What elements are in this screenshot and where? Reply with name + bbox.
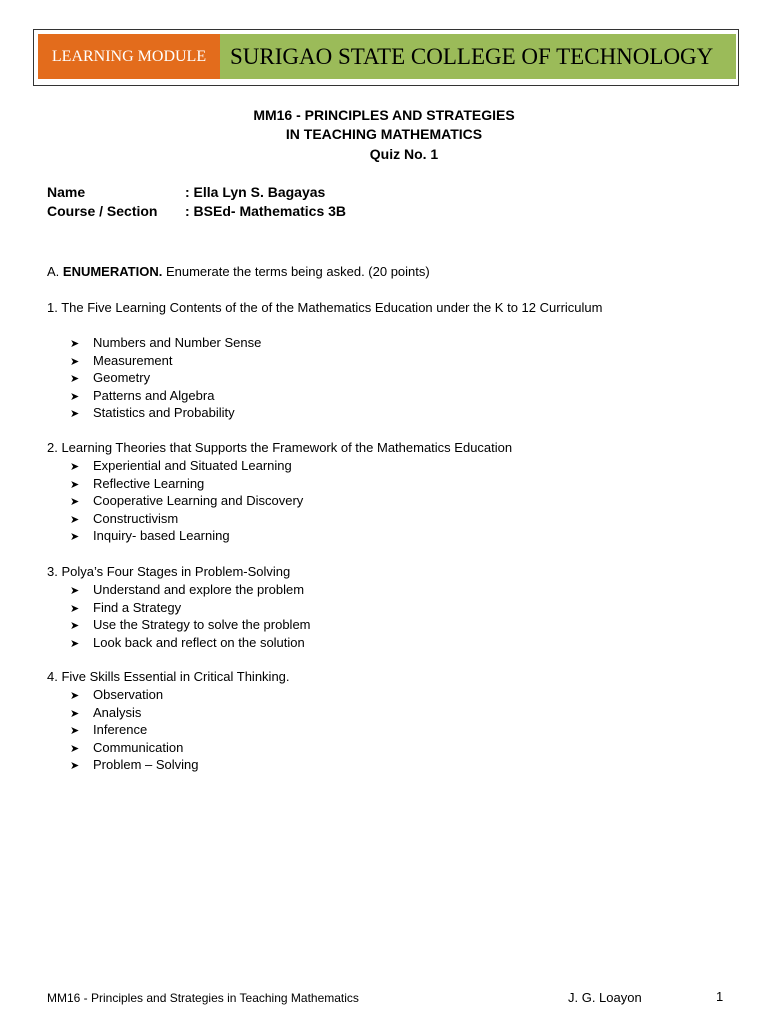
question-1-prompt: 1. The Five Learning Contents of the of the Mathematics Education under the K to 12 Curriculum <box>47 300 603 315</box>
arrowhead-bullet-icon: ➤ <box>70 496 80 509</box>
instructions <box>47 264 430 279</box>
footer-course-title: MM16 - Principles and Strategies in Teaching Mathematics <box>47 991 359 1005</box>
quiz-title: Quiz No. 1 <box>369 146 439 162</box>
page-number: 1 <box>716 989 724 1004</box>
list-item: ➤ Understand and explore the problem <box>70 581 311 599</box>
footer-author: J. G. Loayon <box>568 990 642 1005</box>
arrowhead-bullet-icon: ➤ <box>70 742 80 755</box>
question-1-answers <box>70 334 261 422</box>
course-row <box>47 203 346 219</box>
list-item: ➤ Statistics and Probability <box>70 404 261 422</box>
course-title-line1: MM16 - PRINCIPLES AND STRATEGIES <box>253 107 515 123</box>
list-item: ➤ Use the Strategy to solve the problem <box>70 616 311 634</box>
arrowhead-bullet-icon: ➤ <box>70 637 80 650</box>
arrowhead-bullet-icon: ➤ <box>70 390 80 403</box>
arrowhead-bullet-icon: ➤ <box>70 760 80 773</box>
module-label: LEARNING MODULE <box>38 34 220 79</box>
arrowhead-bullet-icon: ➤ <box>70 620 80 633</box>
arrowhead-bullet-icon: ➤ <box>70 408 80 421</box>
arrowhead-bullet-icon: ➤ <box>70 707 80 720</box>
list-item: ➤ Numbers and Number Sense <box>70 334 261 352</box>
list-item: ➤ Reflective Learning <box>70 475 303 493</box>
list-item: ➤ Geometry <box>70 369 261 387</box>
arrowhead-bullet-icon: ➤ <box>70 338 80 350</box>
arrowhead-bullet-icon: ➤ <box>70 531 80 544</box>
course-title-line2: IN TEACHING MATHEMATICS <box>285 126 483 142</box>
course-value: : BSEd- Mathematics 3B <box>185 203 347 219</box>
name-value: : Ella Lyn S. Bagayas <box>185 184 326 200</box>
school-name: SURIGAO STATE COLLEGE OF TECHNOLOGY <box>220 34 736 79</box>
instructions-prefix: A. <box>47 264 63 279</box>
instructions-keyword: ENUMERATION. <box>62 264 163 279</box>
arrowhead-bullet-icon: ➤ <box>70 690 80 702</box>
question-4-prompt: 4. Five Skills Essential in Critical Thinking. <box>47 669 290 684</box>
name-label: Name <box>47 184 86 200</box>
arrowhead-bullet-icon: ➤ <box>70 355 80 368</box>
list-item: ➤ Constructivism <box>70 510 303 528</box>
question-2-answers <box>70 457 303 545</box>
course-label: Course / Section <box>47 203 158 219</box>
list-item: ➤ Inquiry- based Learning <box>70 527 303 545</box>
arrowhead-bullet-icon: ➤ <box>70 585 80 597</box>
list-item: ➤ Experiential and Situated Learning <box>70 457 303 475</box>
question-3-answers <box>70 581 311 651</box>
arrowhead-bullet-icon: ➤ <box>70 513 80 526</box>
arrowhead-bullet-icon: ➤ <box>70 373 80 386</box>
question-3-prompt: 3. Polya’s Four Stages in Problem-Solving <box>47 564 291 579</box>
instructions-text: Enumerate the terms being asked. (20 points) <box>162 264 430 279</box>
list-item: ➤ Observation <box>70 686 199 704</box>
list-item: ➤ Find a Strategy <box>70 599 311 617</box>
list-item: ➤ Communication <box>70 739 199 757</box>
name-row <box>47 184 325 200</box>
arrowhead-bullet-icon: ➤ <box>70 461 80 473</box>
question-4-answers <box>70 686 199 774</box>
list-item: ➤ Inference <box>70 721 199 739</box>
list-item: ➤ Look back and reflect on the solution <box>70 634 311 652</box>
question-2-prompt: 2. Learning Theories that Supports the Framework of the Mathematics Education <box>47 440 513 455</box>
arrowhead-bullet-icon: ➤ <box>70 602 80 615</box>
arrowhead-bullet-icon: ➤ <box>70 478 80 491</box>
list-item: ➤ Patterns and Algebra <box>70 387 261 405</box>
list-item: ➤ Cooperative Learning and Discovery <box>70 492 303 510</box>
list-item: ➤ Analysis <box>70 704 199 722</box>
list-item: ➤ Problem – Solving <box>70 756 199 774</box>
list-item: ➤ Measurement <box>70 352 261 370</box>
arrowhead-bullet-icon: ➤ <box>70 725 80 738</box>
